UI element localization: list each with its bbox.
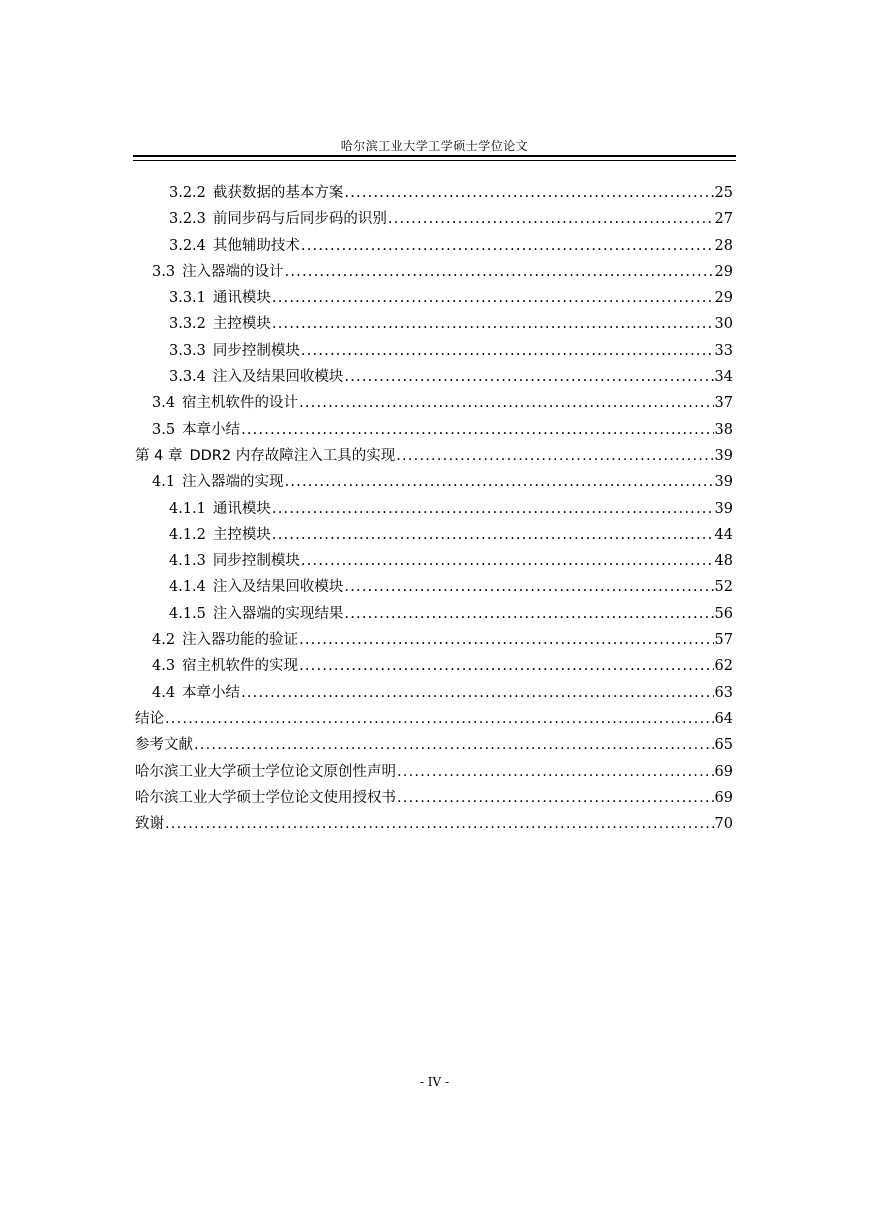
toc-dot-leader xyxy=(241,417,713,443)
toc-entry-page: 38 xyxy=(714,421,733,438)
toc-dot-leader xyxy=(301,548,714,574)
toc-entry-number: 3.4 xyxy=(152,395,176,412)
toc-entry[interactable] xyxy=(135,574,733,600)
toc-entry-title: 注入器端的实现结果 xyxy=(212,605,344,622)
toc-dot-leader xyxy=(299,627,713,653)
toc-entry[interactable] xyxy=(135,364,733,390)
toc-entry-number: 第 4 章 xyxy=(135,447,183,464)
toc-entry-number: 4.1.3 xyxy=(169,553,206,570)
toc-entry-title: 本章小结 xyxy=(182,684,241,701)
toc-entry[interactable] xyxy=(135,706,733,732)
toc-entry-page: 57 xyxy=(714,632,733,649)
toc-entry-page: 65 xyxy=(714,737,733,754)
toc-dot-leader xyxy=(388,206,714,232)
toc-dot-leader xyxy=(272,522,714,548)
toc-dot-leader xyxy=(299,653,713,679)
header-rule-thick xyxy=(133,155,736,157)
toc-dot-leader xyxy=(194,732,714,758)
toc-dot-leader xyxy=(165,811,714,837)
toc-entry-page: 70 xyxy=(714,816,733,833)
toc-entry-page: 39 xyxy=(714,474,733,491)
toc-entry[interactable] xyxy=(135,311,733,337)
toc-entry-number: 3.3.1 xyxy=(169,290,206,307)
toc-entry[interactable] xyxy=(135,522,733,548)
toc-entry-title: 主控模块 xyxy=(212,316,271,333)
toc-entry-number: 3.3 xyxy=(152,263,176,280)
toc-entry-title: 前同步码与后同步码的识别 xyxy=(212,211,387,228)
toc-entry[interactable] xyxy=(135,338,733,364)
toc-entry-page: 69 xyxy=(714,763,733,780)
toc-entry-title: 注入及结果回收模块 xyxy=(212,579,344,596)
toc-entry-page: 33 xyxy=(714,342,733,359)
toc-entry-number: 4.1 xyxy=(152,474,176,491)
toc-entry-page: 27 xyxy=(714,211,733,228)
toc-entry[interactable] xyxy=(135,496,733,522)
toc-entry-title: 截获数据的基本方案 xyxy=(212,185,344,201)
toc-entry-number: 4.1.1 xyxy=(169,500,206,517)
toc-entry-page: 39 xyxy=(714,447,733,464)
toc-entry[interactable] xyxy=(135,732,733,758)
page-number-footer: - IV - xyxy=(419,1075,450,1089)
toc-entry-title: 参考文献 xyxy=(135,737,193,754)
toc-entry[interactable] xyxy=(135,653,733,679)
toc-entry-page: 52 xyxy=(714,579,733,596)
toc-dot-leader xyxy=(299,390,713,416)
toc-entry[interactable] xyxy=(135,206,733,232)
toc-entry-title: 致谢 xyxy=(135,816,164,833)
toc-entry[interactable] xyxy=(135,811,733,837)
toc-entry-page: 64 xyxy=(714,710,733,727)
toc-dot-leader xyxy=(344,364,713,390)
toc-entry-number: 4.4 xyxy=(152,684,176,701)
toc-entry-page: 63 xyxy=(714,684,733,701)
toc-dot-leader xyxy=(344,180,713,206)
toc-entry-number: 4.1.4 xyxy=(169,579,206,596)
toc-entry-title: 其他辅助技术 xyxy=(212,237,300,254)
table-of-contents xyxy=(135,180,733,837)
header-rule-thin xyxy=(133,160,736,161)
toc-entry-title: 宿主机软件的设计 xyxy=(182,395,299,412)
toc-entry[interactable] xyxy=(135,680,733,706)
toc-entry-number: 4.2 xyxy=(152,632,176,649)
toc-dot-leader xyxy=(285,469,714,495)
toc-entry-page: 37 xyxy=(714,395,733,412)
toc-entry-number: 3.3.3 xyxy=(169,342,206,359)
page-header-title: 哈尔滨工业大学工学硕士学位论文 xyxy=(340,139,529,153)
toc-entry-number: 4.3 xyxy=(152,658,176,675)
toc-entry-number: 3.2.3 xyxy=(169,211,206,228)
toc-entry-title: 哈尔滨工业大学硕士学位论文使用授权书 xyxy=(135,789,396,806)
toc-entry-title: 同步控制模块 xyxy=(212,342,300,359)
toc-dot-leader xyxy=(241,680,713,706)
toc-dot-leader xyxy=(397,785,714,811)
toc-entry[interactable] xyxy=(135,285,733,311)
toc-entry-number: 3.2.4 xyxy=(169,237,206,254)
toc-entry-title: 同步控制模块 xyxy=(212,553,300,570)
toc-entry-title: 结论 xyxy=(135,710,164,727)
toc-entry-page: 30 xyxy=(714,316,733,333)
toc-entry-page: 29 xyxy=(714,263,733,280)
toc-dot-leader xyxy=(344,574,713,600)
toc-entry[interactable] xyxy=(135,417,733,443)
toc-entry[interactable] xyxy=(135,601,733,627)
toc-dot-leader xyxy=(344,601,713,627)
toc-entry-title: 通讯模块 xyxy=(212,290,271,307)
toc-entry[interactable] xyxy=(135,233,733,259)
toc-entry[interactable] xyxy=(135,443,733,469)
toc-entry-page: 69 xyxy=(714,789,733,806)
toc-dot-leader xyxy=(165,706,714,732)
toc-entry-title: 通讯模块 xyxy=(212,500,271,517)
toc-entry-title: 主控模块 xyxy=(212,526,271,543)
toc-dot-leader xyxy=(272,496,714,522)
toc-entry-number: 3.5 xyxy=(152,421,176,438)
toc-entry-page: 29 xyxy=(714,290,733,307)
toc-entry-page: 56 xyxy=(714,605,733,622)
toc-entry[interactable] xyxy=(135,469,733,495)
toc-entry-page: 34 xyxy=(714,369,733,386)
toc-entry-number: 3.2.2 xyxy=(169,185,206,201)
toc-entry-title: 注入器端的实现 xyxy=(182,474,284,491)
toc-entry[interactable] xyxy=(135,390,733,416)
toc-dot-leader xyxy=(301,233,714,259)
toc-entry-number: 3.3.2 xyxy=(169,316,206,333)
toc-entry-title: 注入器功能的验证 xyxy=(182,632,299,649)
toc-entry-title: DDR2 内存故障注入工具的实现 xyxy=(189,447,396,464)
toc-entry[interactable] xyxy=(135,259,733,285)
toc-dot-leader xyxy=(285,259,714,285)
toc-entry-page: 48 xyxy=(714,553,733,570)
toc-entry-title: 注入及结果回收模块 xyxy=(212,369,344,386)
toc-entry[interactable] xyxy=(135,785,733,811)
toc-entry-page: 28 xyxy=(714,237,733,254)
toc-entry-number: 3.3.4 xyxy=(169,369,206,386)
toc-dot-leader xyxy=(397,759,714,785)
toc-entry[interactable] xyxy=(135,180,733,206)
toc-entry-page: 39 xyxy=(714,500,733,517)
toc-entry[interactable] xyxy=(135,627,733,653)
toc-entry-number: 4.1.2 xyxy=(169,526,206,543)
toc-entry-page: 62 xyxy=(714,658,733,675)
toc-dot-leader xyxy=(272,311,714,337)
toc-entry[interactable] xyxy=(135,548,733,574)
toc-dot-leader xyxy=(301,338,714,364)
toc-entry-page: 44 xyxy=(714,526,733,543)
toc-entry-title: 注入器端的设计 xyxy=(182,263,284,280)
toc-entry-title: 哈尔滨工业大学硕士学位论文原创性声明 xyxy=(135,763,396,780)
toc-dot-leader xyxy=(272,285,714,311)
toc-entry-number: 4.1.5 xyxy=(169,605,206,622)
toc-dot-leader xyxy=(396,443,713,469)
toc-entry-title: 宿主机软件的实现 xyxy=(182,658,299,675)
toc-entry[interactable] xyxy=(135,759,733,785)
toc-entry-page: 25 xyxy=(714,185,733,201)
toc-entry-title: 本章小结 xyxy=(182,421,241,438)
